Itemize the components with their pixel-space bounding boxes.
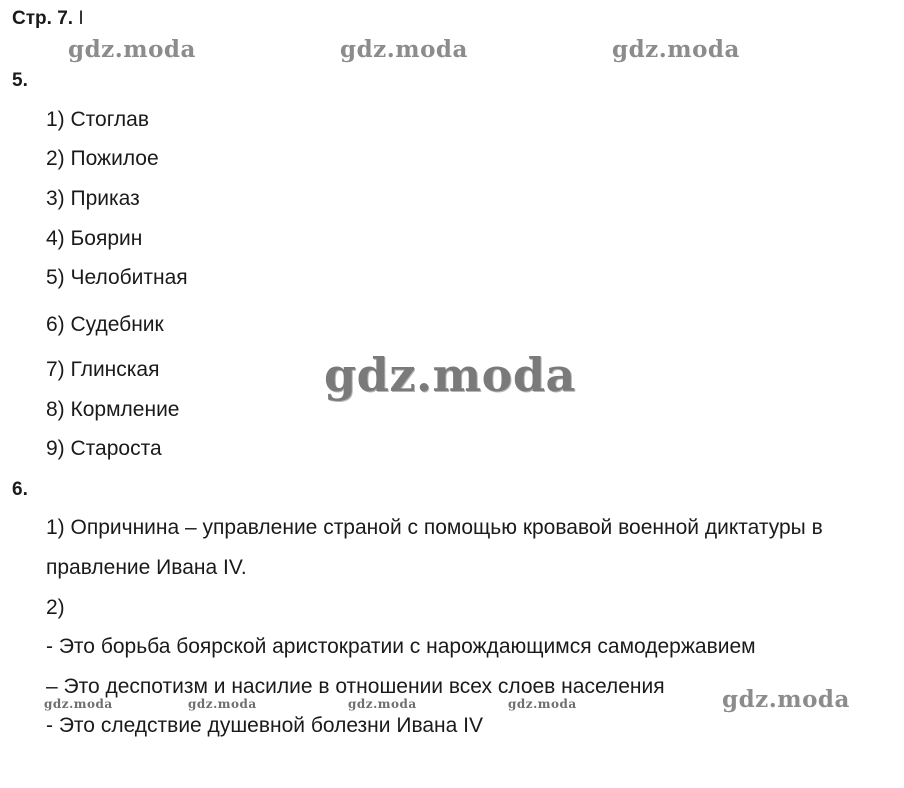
watermark: gdz.moda — [508, 697, 577, 711]
answer-line: правление Ивана IV. — [46, 556, 247, 579]
watermark: gdz.moda — [188, 697, 257, 711]
list-item: 3) Приказ — [46, 187, 140, 210]
list-item: 6) Судебник — [46, 313, 164, 336]
watermark: gdz.moda — [44, 697, 113, 711]
watermark: gdz.moda — [348, 697, 417, 711]
list-item: 4) Боярин — [46, 227, 143, 250]
list-item: 9) Староста — [46, 437, 162, 460]
list-item: 8) Кормление — [46, 398, 180, 421]
text-cursor: I — [78, 8, 84, 29]
answer-line: 1) Опричнина – управление страной с помощью кровавой военной диктатуры в — [46, 516, 823, 539]
page-header — [12, 8, 84, 30]
watermark: gdz.moda — [324, 348, 576, 402]
list-item: 7) Глинская — [46, 358, 160, 381]
answer-line: – Это деспотизм и насилие в отношении всех слоев населения — [46, 675, 665, 698]
watermark: gdz.moda — [612, 36, 740, 63]
task-5-number: 5. — [12, 70, 28, 91]
answer-line: - Это борьба боярской аристократии с нарождающимся самодержавием — [46, 635, 756, 658]
list-item: 1) Стоглав — [46, 108, 150, 131]
list-item: 5) Челобитная — [46, 266, 188, 289]
page-label: Стр. 7. — [12, 8, 74, 29]
watermark: gdz.moda — [722, 686, 850, 713]
watermark: gdz.moda — [68, 36, 196, 63]
watermark: gdz.moda — [340, 36, 468, 63]
answer-line: 2) — [46, 596, 65, 619]
answer-line: - Это следствие душевной болезни Ивана IV — [46, 714, 483, 737]
list-item: 2) Пожилое — [46, 147, 159, 170]
task-6-number: 6. — [12, 479, 28, 500]
